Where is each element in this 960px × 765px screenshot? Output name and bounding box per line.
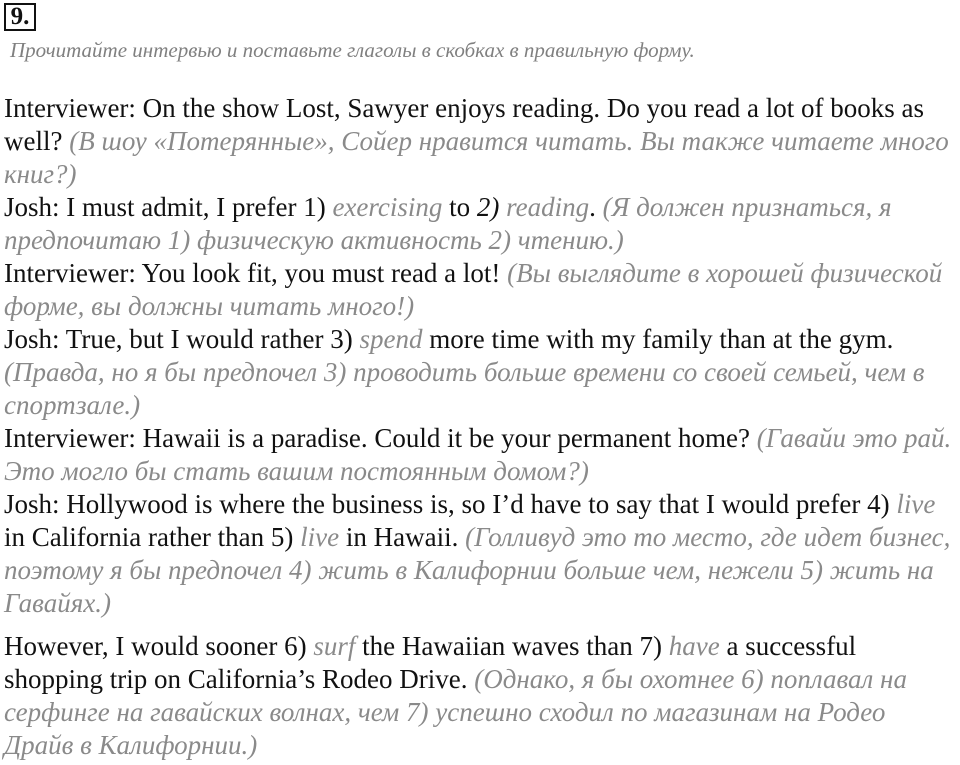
dialogue-text (4, 92, 954, 762)
dialogue-line-3 (4, 257, 954, 323)
translation: (Гавайи это рай. Это могло бы стать вашим постоянным домом?) (4, 423, 952, 486)
english-text: . (589, 192, 596, 222)
answer-4: live (896, 489, 936, 519)
task-instruction: Прочитайте интервью и поставьте глаголы в скобках в правильную форму. (10, 38, 695, 62)
translation: (Вы выглядите в хорошей физической форме, вы должны читать много!) (4, 258, 943, 321)
answer-7: have (668, 631, 720, 661)
english-text: Josh: Hollywood is where the business is, so I’d have to say that I would prefer 4) (4, 489, 897, 519)
translation: (Правда, но я бы предпочел 3) проводить больше времени со своей семьей, чем в спортзале.) (4, 357, 925, 420)
answer-6: surf (313, 631, 356, 661)
english-line: Interviewer: You look fit, you must read a lot! (4, 258, 501, 288)
translation: (Я должен признаться, я предпочитаю 1) физическую активность 2) чтению.) (4, 192, 892, 255)
translation: (В шоу «Потерянные», Сойер нравится читать. Вы также читаете много книг?) (4, 126, 949, 189)
english-text: more time with my family than at the gym. (422, 324, 894, 354)
english-text: a successful shopping trip on California’s Rodeo Drive. (4, 631, 857, 694)
dialogue-line-6 (4, 488, 954, 620)
english-text: Josh: I must admit, I prefer 1) (4, 192, 333, 222)
english-text: the Hawaiian waves than 7) (355, 631, 669, 661)
answer-5: live (300, 522, 340, 552)
answer-number: 2) (476, 192, 500, 222)
english-text: to (442, 192, 477, 222)
answer-3: spend (359, 324, 423, 354)
translation: (Однако, я бы охотнее 6) поплавал на серфинге на гавайских волнах, чем 7) успешно сходил по магазинам на Родео Драйв в Калифорнии.) (4, 664, 907, 760)
translation: (Голливуд это то место, где идет бизнес, поэтому я бы предпочел 4) жить в Калифорнии больше чем, нежели 5) жить на Гавайях.) (4, 522, 951, 618)
english-line: Interviewer: Hawaii is a paradise. Could it be your permanent home? (4, 423, 750, 453)
english-text: in Hawaii. (339, 522, 459, 552)
english-text: Josh: True, but I would rather 3) (4, 324, 360, 354)
answer-2: reading (506, 192, 590, 222)
answer-1: exercising (332, 192, 443, 222)
dialogue-line-4 (4, 323, 954, 422)
english-line: Interviewer: On the show Lost, Sawyer enjoys reading. Do you read a lot of books as well? (4, 93, 925, 156)
dialogue-line-5 (4, 422, 954, 488)
dialogue-line-2 (4, 191, 954, 257)
english-text: in California rather than 5) (4, 522, 301, 552)
dialogue-line-7 (4, 630, 954, 762)
english-text: However, I would sooner 6) (4, 631, 314, 661)
exercise-number: 9. (4, 3, 36, 31)
dialogue-line-1 (4, 92, 954, 191)
